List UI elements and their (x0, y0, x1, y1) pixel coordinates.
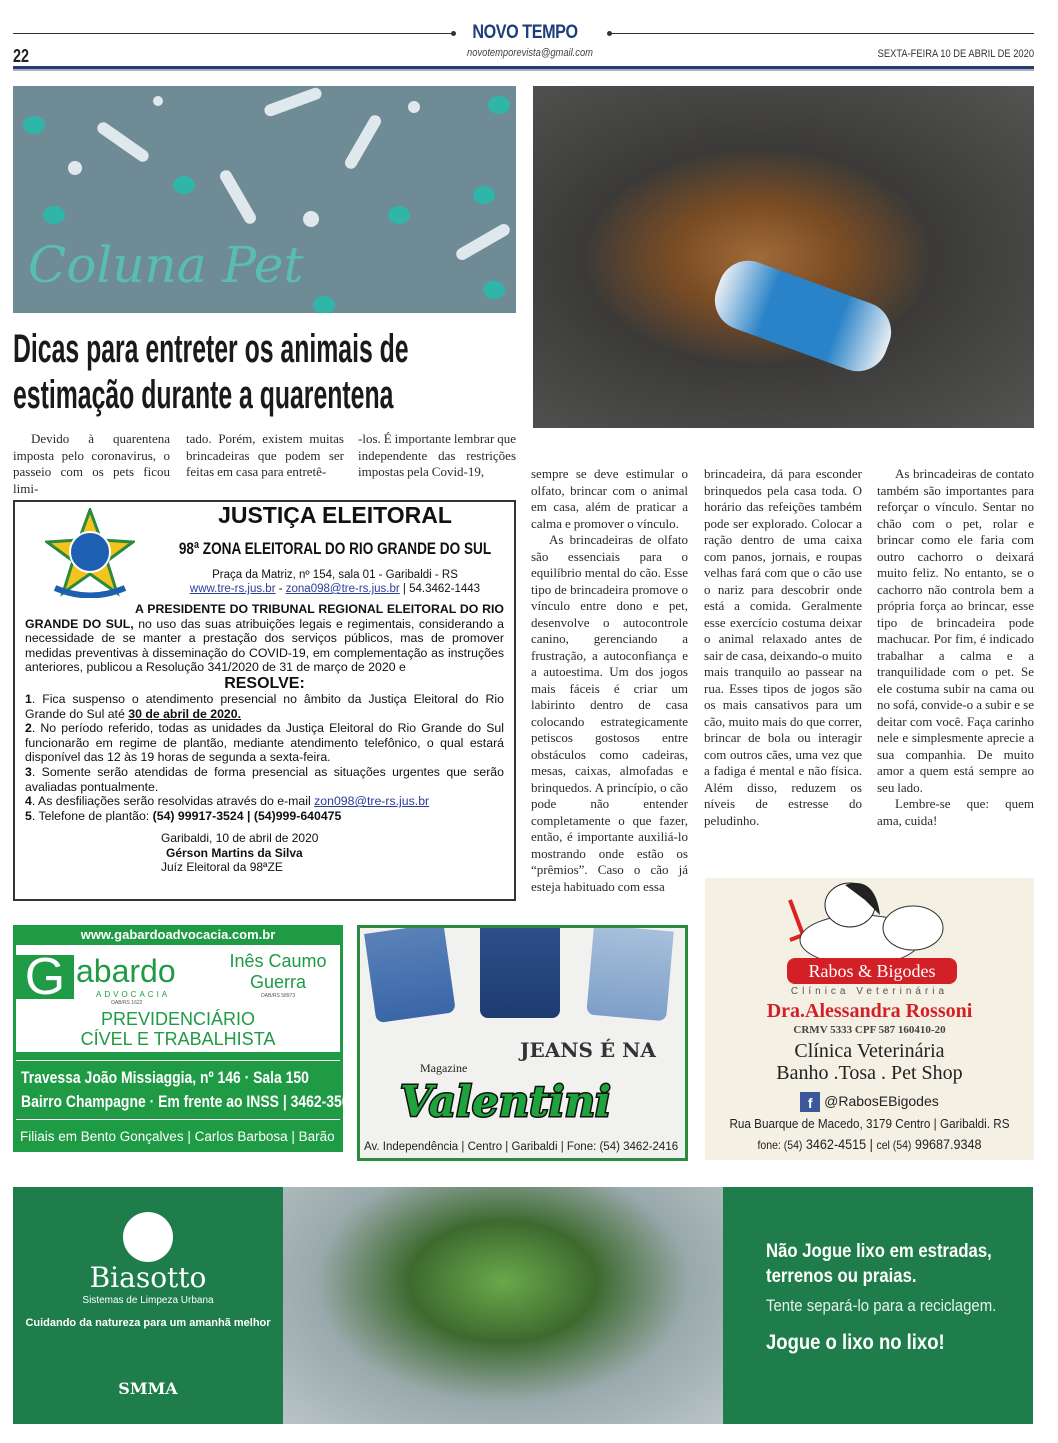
paragraph: sempre se deve estimular o olfato, brincar com o animal em casa, além de praticar a calma e promover o vínculo. (531, 466, 688, 531)
cell-label: cel (54) (876, 1139, 912, 1152)
services: Clínica Veterinária (794, 1040, 945, 1062)
jeans-image (586, 925, 674, 1021)
gabardo-address: Travessa João Missiaggia, nº 146 · Sala 150 (21, 1068, 309, 1087)
notice-item (25, 692, 504, 721)
gabardo-logo-sub: ADVOCACIA (96, 990, 171, 999)
biasotto-logo: Biasotto (89, 1261, 207, 1294)
gabardo-logo: abardo (76, 953, 176, 989)
smma-logo: SMMA (118, 1379, 178, 1398)
item-number: 3 (25, 764, 32, 779)
separator: - (275, 583, 286, 595)
facebook-icon: f (800, 1092, 820, 1112)
website-link[interactable]: www.tre-rs.jus.br (189, 583, 276, 595)
place-date: Garibaldi, 10 de abril de 2020 (161, 831, 319, 846)
phone-label: fone: (54) (757, 1139, 803, 1152)
lawyer-name: Inês Caumo (229, 951, 327, 971)
article-column-2 (186, 431, 344, 481)
rabos-bigodes-ad (705, 878, 1034, 1160)
notice-intro-bold: A PRESIDENTE DO TRIBUNAL REGIONAL ELEITORAL DO RIO GRANDE DO SUL, (25, 602, 504, 631)
paragraph: tado. Porém, existem muitas brincadeiras que podem ser feitas em casa para entretê- (186, 431, 344, 479)
header-date: SEXTA-FEIRA 10 DE ABRIL DE 2020 (877, 48, 1034, 60)
divider (16, 1119, 340, 1120)
dog-photo (533, 86, 1034, 428)
rabos-address: Rua Buarque de Macedo, 3179 Centro | Garibaldi. RS (729, 1116, 1010, 1131)
facebook-row (705, 1091, 1034, 1112)
notice-address: Praça da Matriz, nº 154, sala 01 - Garibaldi - RS (212, 569, 458, 581)
paragraph: brincadeira, dá para esconder brinquedos pela casa toda. O horário das refeições também pode ser explorado. Colocar a ração dentro de uma caixa com panos, jornais, e roupas velhas fará com que o cão use o nariz para descobrir onde está a comida. Geralmente esse exercício costuma deixar o animal relaxado antes de sair de casa, deixando-o muito mais tranquilo ao passear na rua. Esses tipos de jogos são os mais cansativos para um cão, muito mais do que correr, brincar de bola ou interagir com outros cães, uma vez que a fadiga é mental e não física. Além disso, reduzem os níveis de estresse do peludinho. (704, 466, 862, 828)
cell: 99687.9348 (914, 1136, 982, 1152)
article-headline: Dicas para entreter os animais de estimação durante a quarentena (13, 327, 409, 417)
notice-item (25, 765, 504, 794)
oab: OAB/RS 1622 (111, 1000, 143, 1006)
valentini-address: Av. Independência | Centro | Garibaldi | Fone: (54) 3462-2416 (364, 1141, 679, 1153)
divider (16, 1060, 340, 1061)
oab: OAB/RS 58973 (260, 993, 296, 999)
item-bold: (54) 99917-3524 | (54)999-640475 (152, 808, 342, 823)
services-block (705, 1040, 1034, 1084)
signer: Gérson Martins da Silva (166, 845, 303, 860)
page-number: 22 (13, 46, 30, 66)
paragraph: As brincadeiras de contato também são importantes para reforçar o vínculo. Sentar no chão com o pet, rolar e brincar como ele faria com outro cachorro o deixará muito feliz. No entanto, se o cachorro não controla bem a própria força ao brincar, esse tipo de brincadeira pode machucar. Por fim, é indicado trabalhar a calma e a tranquilidade com o pet. Se ele costuma subir na cama ou no sofá, convide-o a subir e se deitar com você. Faça carinho nele e simplesmente aprecie a sua companhia. De muito amor a quem está sempre ao seu lado. (877, 466, 1034, 795)
item-text: . Somente serão atendidas de forma presencial as situações urgentes que serão avaliadas pontualmente. (25, 764, 504, 794)
toy (706, 252, 899, 379)
item-number: 1 (25, 691, 32, 706)
notice-intro: no uso das suas atribuições legais e regimentais, considerando a necessidade de se manter a prestação dos serviços públicos, mas de promover medidas preventivas à disseminação do COVID-19, em complementação as instruções anteriores, publicou a Resolução 341/2020 de 31 de março de 2020 e (25, 616, 505, 675)
services: Banho .Tosa . Pet Shop (776, 1062, 963, 1084)
rabos-logo: Rabos & Bigodes (787, 958, 957, 984)
paragraph: Devido à quarentena imposta pelo coronavirus, o passeio com os pets ficou limi- (13, 431, 170, 496)
notice-phone: | 54.3462-1443 (399, 583, 481, 595)
item-number: 5 (25, 808, 32, 823)
item-number: 4 (25, 794, 32, 809)
gabardo-address: Bairro Champagne · Em frente ao INSS | 3462-3508 (21, 1092, 358, 1111)
header-rule-left (13, 33, 453, 34)
biasotto-message: Jogue o lixo no lixo! (766, 1331, 945, 1354)
doctor-name: Dra.Alessandra Rossoni (766, 1000, 973, 1022)
item-bold: 30 de abril de 2020. (128, 706, 242, 721)
valentini-ad (357, 925, 688, 1161)
notice-subtitle: 98ª ZONA ELEITORAL DO RIO GRANDE DO SUL (178, 539, 492, 558)
electoral-notice (13, 500, 516, 901)
biasotto-tagline: Cuidando da natureza para um amanhã melhor (25, 1317, 271, 1329)
coluna-pet-banner (13, 86, 516, 313)
valentini-logo: Valentini (400, 1077, 612, 1126)
facebook-handle: @RabosEBigodes (824, 1093, 939, 1109)
article-column-3 (358, 431, 516, 481)
jeans-image (480, 928, 560, 1018)
phone: 3462-4515 (805, 1136, 867, 1152)
biasotto-message: Tente separá-lo para a reciclagem. (766, 1296, 997, 1315)
notice-item (25, 794, 504, 809)
gabardo-branches: Filiais em Bento Gonçalves | Carlos Barbosa | Barão (20, 1129, 335, 1144)
header-email: novotemporevista@gmail.com (467, 47, 593, 59)
dog-cat-illustration-icon (785, 880, 955, 965)
biasotto-sub: Sistemas de Limpeza Urbana (82, 1295, 214, 1306)
gabardo-ad (13, 925, 358, 1152)
notice-links (165, 582, 505, 596)
notice-body (25, 602, 504, 875)
lawyer-name: Guerra (249, 972, 307, 992)
practice-area: PREVIDENCIÁRIO (100, 1009, 256, 1029)
notice-item (25, 721, 504, 765)
rabos-logo-sub: Clínica Veterinária (790, 986, 949, 997)
item-text: . No período referido, todas as unidades da Justiça Eleitoral do Rio Grande do Sul funcionarão em regime de plantão, mediante atendimento telefônico, o qual estará disponível das 12 às 19 horas de segunda a sexta-feira. (25, 721, 504, 765)
newspaper-title: NOVO TEMPO (472, 22, 578, 43)
practice-area: CÍVEL E TRABALHISTA (80, 1029, 276, 1049)
article-column-4 (531, 466, 688, 895)
article-column-6 (877, 466, 1034, 829)
notice-intro-paragraph (25, 602, 504, 675)
article-column-1 (13, 431, 170, 497)
hands-tree-photo (283, 1187, 723, 1424)
notice-signature (25, 831, 504, 875)
valentini-magazine: Magazine (420, 1061, 468, 1075)
practice-areas (16, 1009, 340, 1049)
article-column-5 (704, 466, 862, 829)
lawyer-block (216, 951, 340, 999)
signer-role: Juíz Eleitoral da 98ªZE (161, 860, 283, 875)
item-text: . Telefone de plantão: (31, 808, 153, 823)
notice-resolve: RESOLVE: (224, 674, 305, 692)
paragraph: Lembre-se que: quem ama, cuida! (877, 796, 1034, 828)
rabos-phones: fone: (54) 3462-4515 | cel (54) 99687.9348 (757, 1136, 982, 1152)
jeans-image (364, 925, 456, 1023)
header-divider (13, 69, 1034, 71)
header-rule-right (610, 33, 1034, 34)
brazil-coat-of-arms-icon (45, 508, 135, 598)
biasotto-message: Não Jogue lixo em estradas, terrenos ou praias. (766, 1241, 992, 1287)
gabardo-logo-area (16, 945, 340, 1052)
biasotto-ad (13, 1187, 1033, 1424)
item-text: . Fica suspenso o atendimento presencial no âmbito da Justiça Eleitoral do Rio Grande do Sul até (25, 691, 504, 721)
valentini-slogan: JEANS É NA (520, 1038, 656, 1062)
item-text: . As desfiliações serão resolvidas através do e-mail (31, 794, 315, 809)
desfiliacao-email-link[interactable]: zon098@tre-rs.jus.br (314, 794, 430, 809)
paragraph: -los. É importante lembrar que independente das restrições impostas pela Covid-19, (358, 431, 516, 479)
notice-title: JUSTIÇA ELEITORAL (218, 502, 452, 528)
doctor-crmv: CRMV 5333 CPF 587 160410-20 (793, 1024, 946, 1036)
item-number: 2 (25, 721, 32, 736)
header-dot (451, 31, 456, 36)
notice-item (25, 809, 504, 824)
notice-contact (165, 568, 505, 596)
banner-title: Coluna Pet (28, 236, 304, 294)
biasotto-logo-icon (123, 1212, 173, 1262)
email-link[interactable]: zona098@tre-rs.jus.br (285, 583, 400, 595)
paragraph: As brincadeiras de olfato são essenciais para o equilíbrio mental do cão. Esse tipo de brincadeira promove o vínculo entre dono e pet, desenvolve o autocontrole canino, gerenciando a frustração, a autoconfiança e a autoestima. Um dos jogos mais fáceis é criar um labirinto dentro de casa colocando estrategicamente petiscos gostosos entre obstáculos como cadeiras, mesas, caixas, almofadas e brinquedos. A princípio, o cão pode não entender completamente o que fazer, então, é importante auxiliá-lo mostrando onde estão os “prêmios”. Caso o cão já esteja habituado com essa (531, 532, 688, 894)
gabardo-logo-g: G (16, 955, 74, 999)
gabardo-url: www.gabardoadvocacia.com.br (80, 927, 276, 942)
